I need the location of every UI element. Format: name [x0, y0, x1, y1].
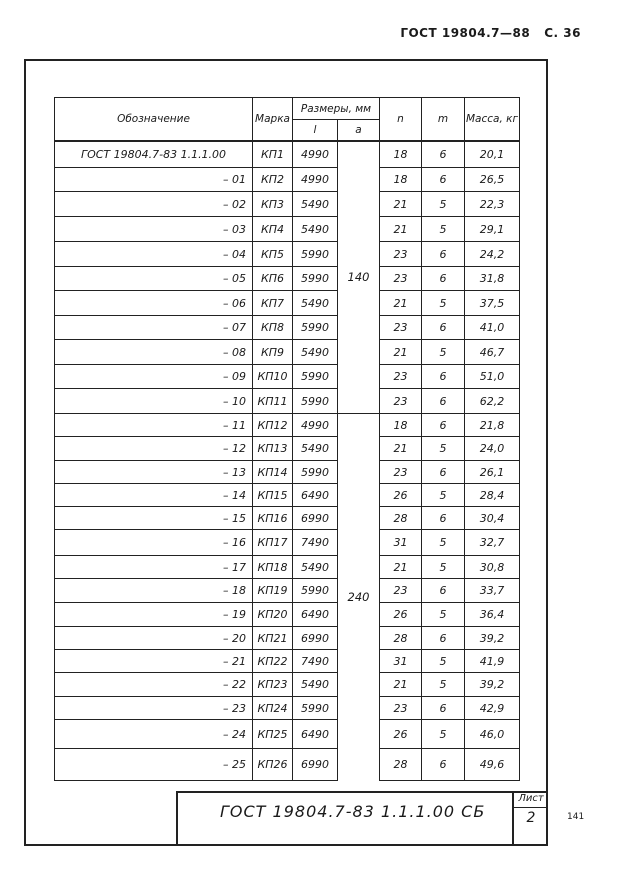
cell-designation: – 15: [55, 507, 253, 530]
cell-n: 23: [380, 365, 422, 389]
cell-mark: КП11: [253, 389, 293, 414]
cell-m: 5: [422, 484, 465, 507]
cell-mass: 41,9: [465, 650, 520, 673]
cell-designation: – 04: [55, 242, 253, 267]
cell-mark: КП14: [253, 461, 293, 484]
page-number: 141: [567, 812, 585, 822]
cell-designation: – 09: [55, 365, 253, 389]
cell-n: 31: [380, 530, 422, 556]
cell-mark: КП8: [253, 316, 293, 340]
cell-mass: 30,4: [465, 507, 520, 530]
table-row: [55, 389, 520, 414]
cell-mass: 36,4: [465, 603, 520, 627]
cell-designation: – 19: [55, 603, 253, 627]
cell-mass: 41,0: [465, 316, 520, 340]
cell-l: 6990: [293, 507, 338, 530]
cell-n: 26: [380, 484, 422, 507]
cell-mass: 21,8: [465, 414, 520, 437]
spec-table: [54, 97, 520, 781]
cell-n: 23: [380, 267, 422, 291]
table-row: [55, 141, 520, 168]
cell-m: 6: [422, 316, 465, 340]
cell-mass: 22,3: [465, 192, 520, 217]
cell-m: 5: [422, 291, 465, 316]
cell-mark: КП24: [253, 697, 293, 720]
col-mark: Марка: [253, 98, 293, 141]
cell-designation: – 17: [55, 556, 253, 579]
table-row: [55, 720, 520, 749]
cell-mark: КП15: [253, 484, 293, 507]
cell-mark: КП2: [253, 168, 293, 192]
cell-designation: – 13: [55, 461, 253, 484]
cell-m: 6: [422, 627, 465, 650]
table-row: [55, 530, 520, 556]
cell-n: 28: [380, 749, 422, 781]
cell-l: 4990: [293, 141, 338, 168]
cell-n: 18: [380, 141, 422, 168]
table-row: [55, 556, 520, 579]
cell-designation: – 12: [55, 437, 253, 461]
page-header: [400, 26, 581, 40]
cell-mass: 20,1: [465, 141, 520, 168]
table-row: [55, 217, 520, 242]
cell-designation: – 03: [55, 217, 253, 242]
cell-designation: – 25: [55, 749, 253, 781]
table-row: [55, 267, 520, 291]
cell-m: 6: [422, 697, 465, 720]
cell-m: 6: [422, 267, 465, 291]
cell-l: 5990: [293, 365, 338, 389]
cell-l: 5490: [293, 217, 338, 242]
table-row: [55, 673, 520, 697]
cell-n: 23: [380, 389, 422, 414]
cell-l: 5490: [293, 673, 338, 697]
cell-mass: 33,7: [465, 579, 520, 603]
cell-designation: – 18: [55, 579, 253, 603]
cell-n: 26: [380, 603, 422, 627]
cell-l: 5990: [293, 242, 338, 267]
cell-n: 21: [380, 340, 422, 365]
cell-l: 5490: [293, 437, 338, 461]
cell-mark: КП17: [253, 530, 293, 556]
cell-m: 6: [422, 507, 465, 530]
cell-l: 7490: [293, 530, 338, 556]
cell-mark: КП7: [253, 291, 293, 316]
table-row: [55, 650, 520, 673]
cell-n: 23: [380, 242, 422, 267]
cell-l: 5990: [293, 389, 338, 414]
col-l: l: [293, 120, 338, 141]
cell-mark: КП19: [253, 579, 293, 603]
sheet-number: 2: [526, 810, 536, 826]
cell-mark: КП16: [253, 507, 293, 530]
cell-m: 6: [422, 242, 465, 267]
cell-mass: 26,5: [465, 168, 520, 192]
cell-mass: 26,1: [465, 461, 520, 484]
cell-mass: 37,5: [465, 291, 520, 316]
cell-mass: 42,9: [465, 697, 520, 720]
cell-designation: – 05: [55, 267, 253, 291]
cell-mass: 24,0: [465, 437, 520, 461]
cell-l: 6990: [293, 627, 338, 650]
cell-l: 5990: [293, 461, 338, 484]
table-row: [55, 365, 520, 389]
table-row: [55, 749, 520, 781]
cell-m: 5: [422, 556, 465, 579]
cell-m: 6: [422, 141, 465, 168]
table-row: [55, 414, 520, 437]
cell-designation: – 11: [55, 414, 253, 437]
cell-designation: – 23: [55, 697, 253, 720]
table-row: [55, 340, 520, 365]
cell-mark: КП26: [253, 749, 293, 781]
cell-a: 140: [338, 141, 380, 414]
cell-m: 6: [422, 579, 465, 603]
cell-designation: – 14: [55, 484, 253, 507]
table-row: [55, 579, 520, 603]
sheet-label: Лист: [514, 793, 548, 808]
cell-mass: 46,7: [465, 340, 520, 365]
table-row: [55, 242, 520, 267]
cell-mark: КП20: [253, 603, 293, 627]
title-block-designation: ГОСТ 19804.7-83 1.1.1.00 СБ: [220, 802, 486, 821]
cell-l: 4990: [293, 414, 338, 437]
cell-designation: – 16: [55, 530, 253, 556]
cell-mark: КП10: [253, 365, 293, 389]
cell-n: 21: [380, 217, 422, 242]
cell-n: 23: [380, 697, 422, 720]
cell-m: 6: [422, 168, 465, 192]
cell-n: 21: [380, 291, 422, 316]
cell-designation: – 02: [55, 192, 253, 217]
cell-mark: КП22: [253, 650, 293, 673]
cell-m: 6: [422, 461, 465, 484]
cell-mark: КП9: [253, 340, 293, 365]
cell-n: 26: [380, 720, 422, 749]
cell-designation: – 22: [55, 673, 253, 697]
table-row: [55, 461, 520, 484]
cell-n: 21: [380, 556, 422, 579]
cell-mark: КП5: [253, 242, 293, 267]
table-row: [55, 168, 520, 192]
cell-l: 5490: [293, 192, 338, 217]
cell-n: 21: [380, 673, 422, 697]
table-row: [55, 316, 520, 340]
cell-designation: – 06: [55, 291, 253, 316]
cell-mark: КП23: [253, 673, 293, 697]
table-row: [55, 507, 520, 530]
cell-mark: КП18: [253, 556, 293, 579]
cell-m: 5: [422, 340, 465, 365]
cell-m: 5: [422, 720, 465, 749]
cell-n: 18: [380, 414, 422, 437]
table-row: [55, 192, 520, 217]
cell-mark: КП3: [253, 192, 293, 217]
cell-mark: КП25: [253, 720, 293, 749]
cell-l: 6990: [293, 749, 338, 781]
cell-designation: – 20: [55, 627, 253, 650]
cell-designation: – 01: [55, 168, 253, 192]
cell-mark: КП13: [253, 437, 293, 461]
cell-mass: 29,1: [465, 217, 520, 242]
cell-l: 6490: [293, 484, 338, 507]
cell-mass: 39,2: [465, 673, 520, 697]
cell-mass: 31,8: [465, 267, 520, 291]
table-row: [55, 603, 520, 627]
cell-m: 6: [422, 365, 465, 389]
cell-l: 6490: [293, 720, 338, 749]
cell-mark: КП12: [253, 414, 293, 437]
table-row: [55, 697, 520, 720]
cell-l: 5990: [293, 697, 338, 720]
cell-l: 5990: [293, 579, 338, 603]
col-m: m: [422, 98, 465, 141]
cell-mark: КП1: [253, 141, 293, 168]
cell-m: 6: [422, 414, 465, 437]
cell-n: 23: [380, 461, 422, 484]
cell-mass: 62,2: [465, 389, 520, 414]
cell-n: 23: [380, 579, 422, 603]
table-row: [55, 291, 520, 316]
cell-designation: – 08: [55, 340, 253, 365]
cell-l: 5490: [293, 291, 338, 316]
cell-designation: – 21: [55, 650, 253, 673]
cell-mark: КП4: [253, 217, 293, 242]
cell-n: 21: [380, 437, 422, 461]
col-dimensions: Размеры, мм: [293, 98, 380, 120]
spec-body: [55, 141, 520, 781]
cell-l: 5490: [293, 340, 338, 365]
cell-n: 28: [380, 507, 422, 530]
cell-m: 5: [422, 437, 465, 461]
cell-m: 5: [422, 603, 465, 627]
cell-mass: 30,8: [465, 556, 520, 579]
cell-n: 18: [380, 168, 422, 192]
header-standard: ГОСТ 19804.7—88: [400, 26, 531, 40]
cell-l: 5990: [293, 316, 338, 340]
cell-mass: 49,6: [465, 749, 520, 781]
cell-mark: КП6: [253, 267, 293, 291]
cell-n: 28: [380, 627, 422, 650]
col-a: a: [338, 120, 380, 141]
table-row: [55, 437, 520, 461]
col-mass: Масса, кг: [465, 98, 520, 141]
cell-l: 7490: [293, 650, 338, 673]
cell-m: 5: [422, 673, 465, 697]
cell-m: 5: [422, 217, 465, 242]
cell-mass: 51,0: [465, 365, 520, 389]
cell-mass: 46,0: [465, 720, 520, 749]
cell-l: 5990: [293, 267, 338, 291]
cell-l: 6490: [293, 603, 338, 627]
cell-n: 23: [380, 316, 422, 340]
cell-m: 5: [422, 650, 465, 673]
table-row: [55, 484, 520, 507]
cell-mass: 28,4: [465, 484, 520, 507]
cell-n: 31: [380, 650, 422, 673]
col-designation: Обозначение: [55, 98, 253, 141]
cell-l: 5490: [293, 556, 338, 579]
cell-mass: 24,2: [465, 242, 520, 267]
cell-designation: – 07: [55, 316, 253, 340]
cell-designation: ГОСТ 19804.7-83 1.1.1.00: [55, 141, 253, 168]
cell-mark: КП21: [253, 627, 293, 650]
cell-m: 5: [422, 530, 465, 556]
col-n: n: [380, 98, 422, 141]
cell-l: 4990: [293, 168, 338, 192]
table-row: [55, 627, 520, 650]
cell-m: 6: [422, 749, 465, 781]
cell-m: 6: [422, 389, 465, 414]
cell-n: 21: [380, 192, 422, 217]
cell-mass: 32,7: [465, 530, 520, 556]
cell-designation: – 10: [55, 389, 253, 414]
header-page: С. 36: [544, 26, 581, 40]
cell-a: 240: [338, 414, 380, 781]
cell-m: 5: [422, 192, 465, 217]
cell-designation: – 24: [55, 720, 253, 749]
cell-mass: 39,2: [465, 627, 520, 650]
